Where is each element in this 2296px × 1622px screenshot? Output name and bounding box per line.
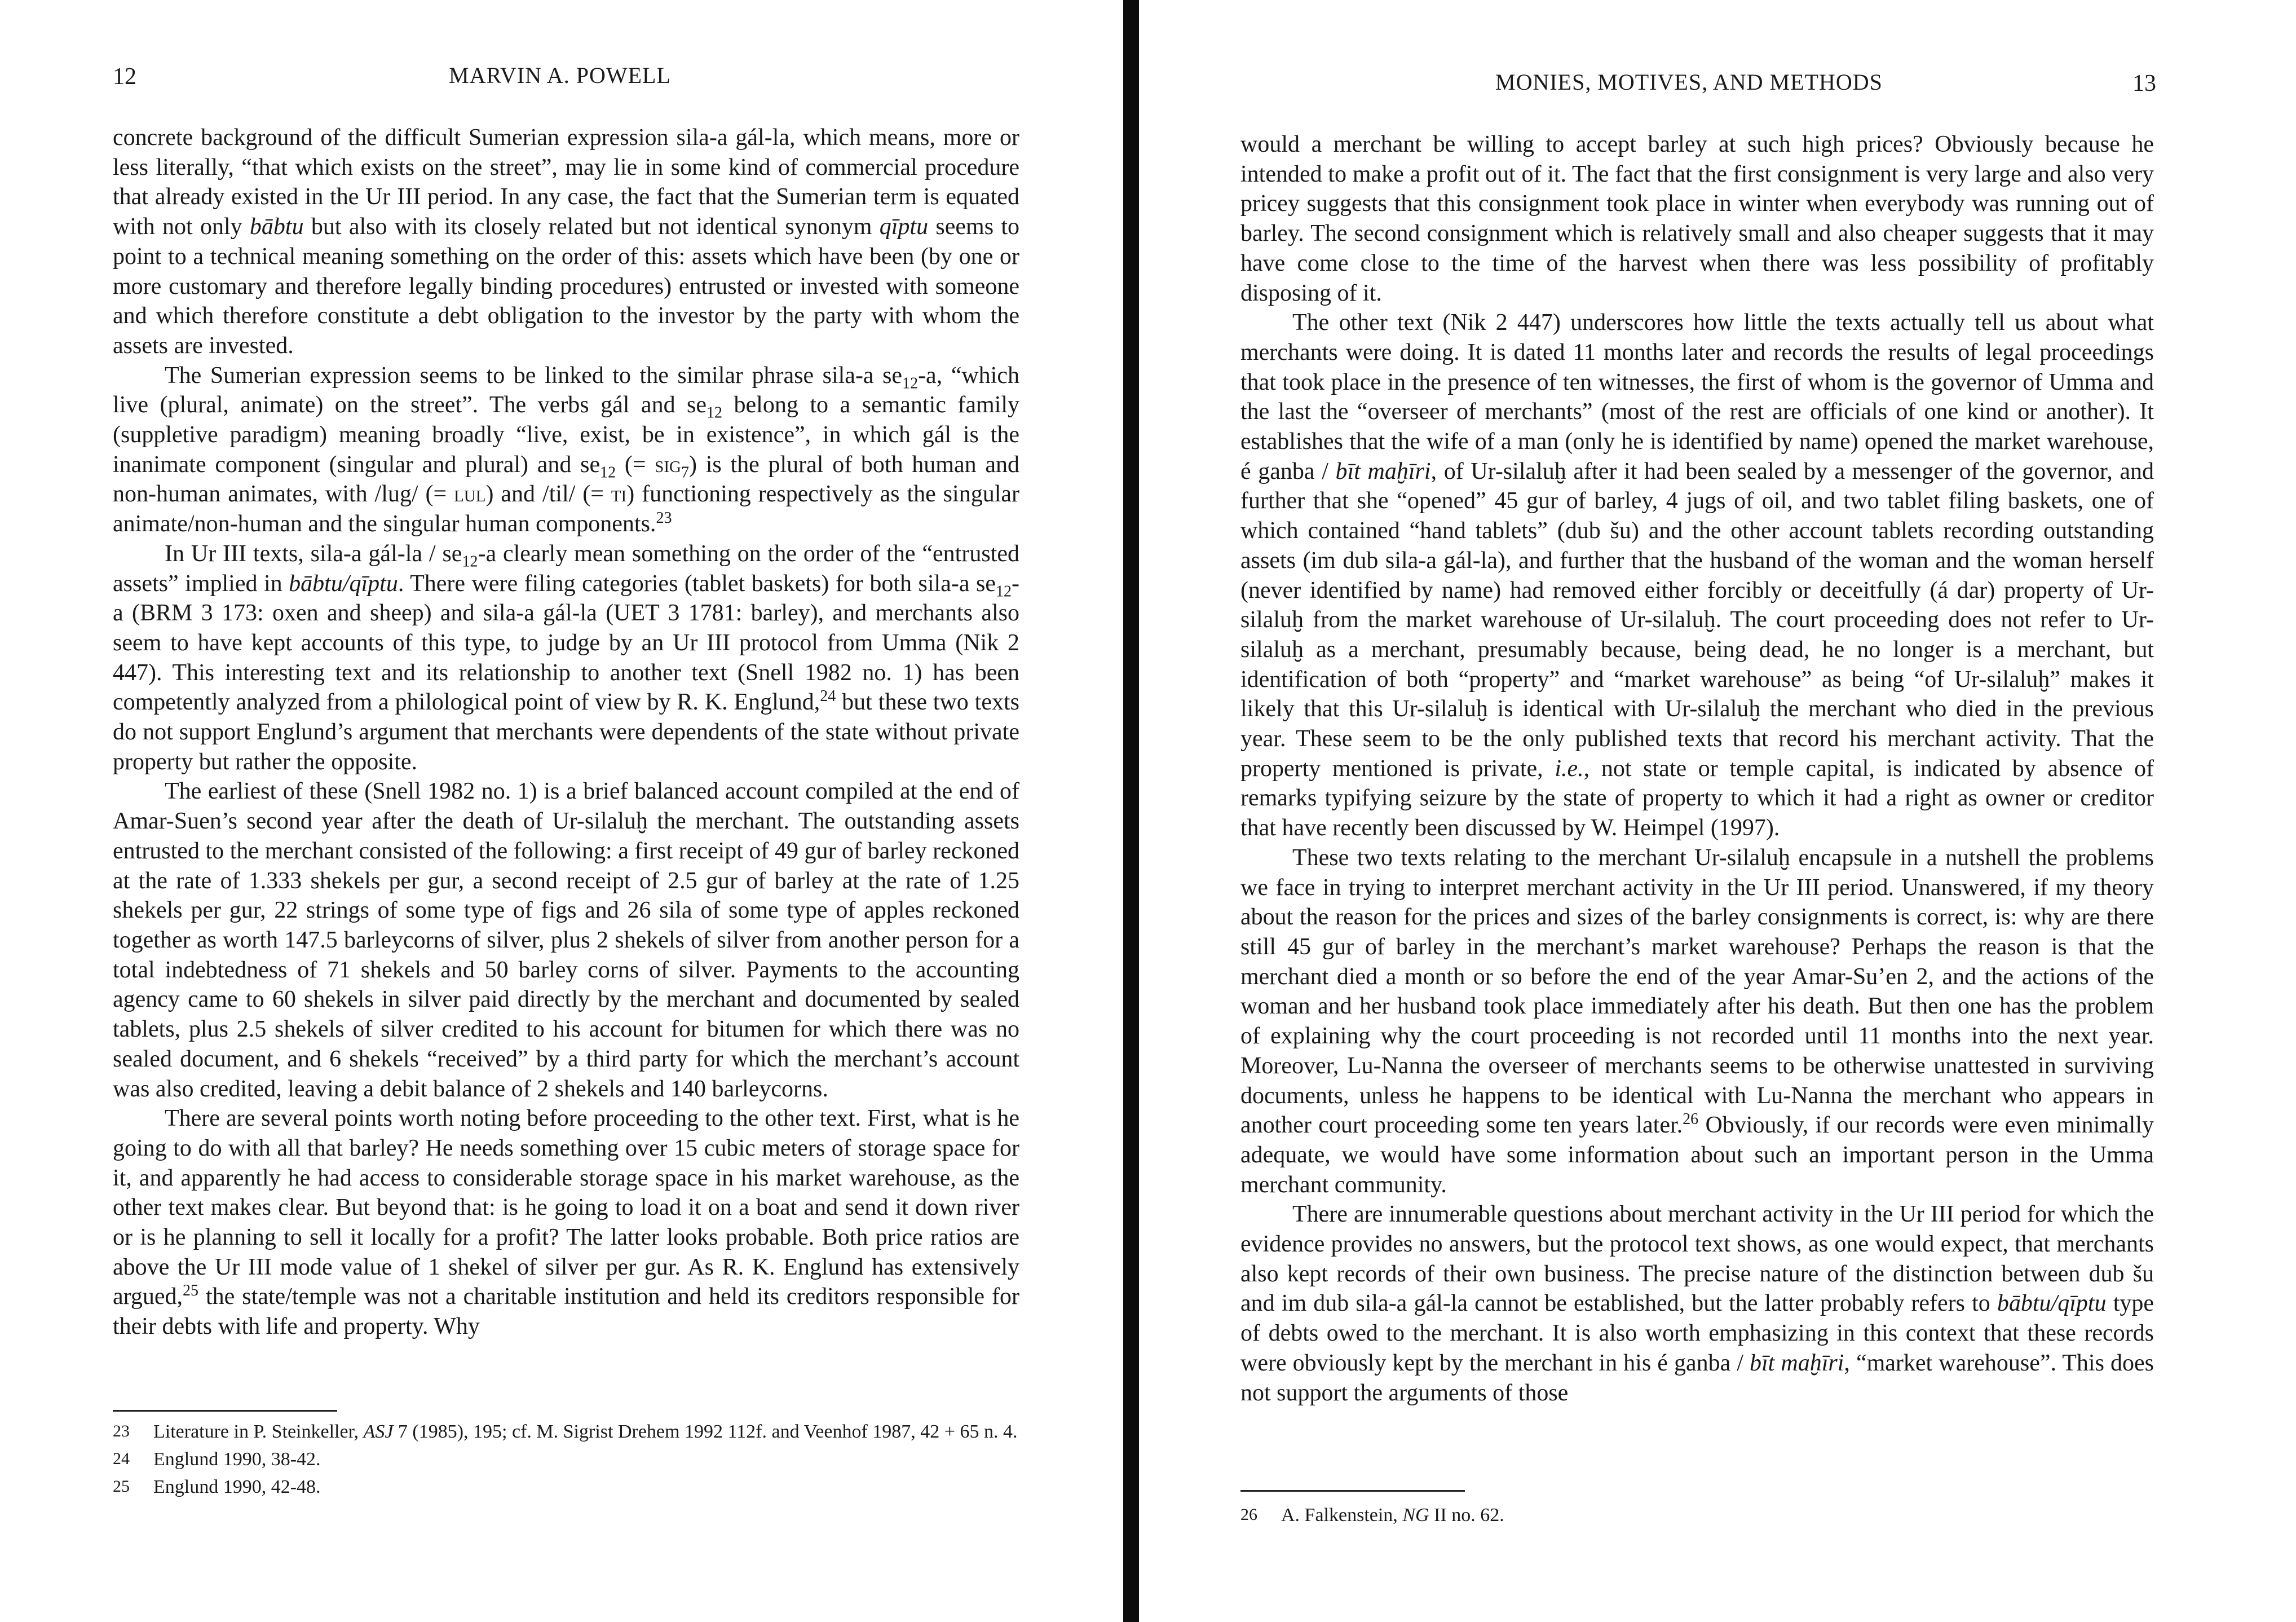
right-footnote-rule bbox=[1240, 1490, 1465, 1492]
left-body-text bbox=[113, 123, 1019, 1342]
left-running-head: MARVIN A. POWELL bbox=[449, 63, 671, 88]
left-page-number: 12 bbox=[113, 64, 136, 90]
right-paragraph-2: The other text (Nik 2 447) underscores how little the texts actually tell us about what merchants were doing. It is dated 11 months later and records the results of legal proceedings that took place in the presence of ten witnesses, the first of whom is the governor of Umma and the last the “overseer of merchants” (most of the rest are officials of one kind or another). It establishes that the wife of a man (only he is identified by name) opened the market warehouse, é ganba / bīt maḫīri, of Ur-silaluḫ after it had been sealed by a messenger of the governor, and further that she “opened” 45 gur of barley, 4 jugs of oil, and two tablet filing baskets, one of which contained “hand tablets” (dub šu) and the other account tablets recording outstanding assets (im dub sila-a gál-la), and further that the husband of the woman and the woman herself (never identified by name) had removed either forcibly or deceitfully (á dar) property of Ur-silaluḫ from the market warehouse of Ur-silaluḫ. The court proceeding does not refer to Ur-silaluḫ as a merchant, presumably because, being dead, he no longer is a merchant, but identification of both “property” and “market warehouse” as being “of Ur-silaluḫ” makes it likely that this Ur-silaluḫ is identical with Ur-silaluḫ the merchant who died in the previous year. These seem to be the only published texts that record his merchant activity. That the property mentioned is private, i.e., not state or temple capital, is indicated by absence of remarks typifying seizure by the state of property to which it had a right as owner or creditor that have recently been discussed by W. Heimpel (1997). bbox=[1240, 310, 2154, 841]
footnote-23: 23 Literature in P. Steinkeller, ASJ 7 (1985), 195; cf. M. Sigrist Drehem 1992 112f. and Veenhof 1987, 42 + 65 n. 4. bbox=[113, 1421, 1018, 1442]
right-paragraph-1: would a merchant be willing to accept barley at such high prices? Obviously because he intended to make a profit out of it. The fact that the first consignment is very large and also very pricey suggests that this consignment took place in winter when everybody was running out of barley. The second consignment which is relatively small and also cheaper suggests that it may have come close to the time of the harvest when there was less possibility of profitably disposing of it. bbox=[1240, 131, 2154, 306]
book-spine-shadow bbox=[1123, 0, 1139, 1622]
left-page bbox=[0, 0, 1122, 1622]
right-paragraph-4: There are innumerable questions about merchant activity in the Ur III period for which the evidence provides no answers, but the protocol text shows, as one would expect, that merchants also kept records of their own business. The precise nature of the distinction between dub šu and im dub sila-a gál-la cannot be established, but the latter probably refers to bābtu/qīptu type of debts owed to the merchant. It is also worth emphasizing in this context that these records were obviously kept by the merchant in his é ganba / bīt maḫīri, “market warehouse”. This does not support the arguments of those bbox=[1240, 1201, 2154, 1406]
left-paragraph-4: The earliest of these (Snell 1982 no. 1) is a brief balanced account compiled at the end of Amar-Suen’s second year after the death of Ur-silaluḫ the merchant. The outstanding assets entrusted to the merchant consisted of the following: a first receipt of 49 gur of barley reckoned at the rate of 1.333 shekels per gur, a second receipt of 2.5 gur of barley at the rate of 1.25 shekels per gur, 22 strings of some type of figs and 26 sila of some type of apples reckoned together as worth 147.5 barleycorns of silver, plus 2 shekels of silver from another person for a total indebtedness of 71 shekels and 50 barley corns of silver. Payments to the accounting agency came to 60 shekels in silver paid directly by the merchant and documented by sealed tablets, plus 2.5 shekels of silver credited to his account for bitumen for which there was no sealed document, and 6 shekels “received” by a third party for which the merchant’s account was also credited, leaving a debit balance of 2 shekels and 140 barleycorns. bbox=[113, 778, 1019, 1102]
footnote-25: 25 Englund 1990, 42-48. bbox=[113, 1476, 321, 1497]
right-body-text bbox=[1240, 130, 2154, 1408]
footnote-ref-25[interactable]: 25 bbox=[183, 1282, 199, 1300]
left-footnote-rule bbox=[113, 1410, 337, 1412]
footnote-ref-24[interactable]: 24 bbox=[820, 687, 836, 706]
left-paragraph-1: concrete background of the difficult Sumerian expression sila-a gál-la, which means, more or less literally, “that which exists on the street”, may lie in some kind of commercial procedure that already existed in the Ur III period. In any case, the fact that the Sumerian term is equated with not only bābtu but also with its closely related but not identical synonym qīptu seems to point to a technical meaning something on the order of this: assets which have been (by one or more customary and therefore legally binding procedures) entrusted or invested with someone and which therefore constitute a debt obligation to the investor by the party with whom the assets are invested. bbox=[113, 125, 1020, 359]
left-paragraph-2: The Sumerian expression seems to be linked to the similar phrase sila-a $se_{12}-a$, “which live (plural, animate) on the street”. The verbs gál and $se_{12}$ belong to a semantic family (suppletive paradigm) meaning broadly “live, exist, be in existence”, in which gál is the inanimate component (singular and plural) and $se_{12}$ (= sig$_7$) is the plural of both human and non-human animates, with /lug/ (= lul) and /til/ (= ti) functioning respectively as the singular animate/non-human and the singular human components.$^{23}$ bbox=[113, 362, 1019, 537]
left-paragraph-5: There are several points worth noting before proceeding to the other text. First, what is he going to do with all that barley? He needs something over 15 cubic meters of storage space for it, and apparently he had access to considerable storage space in his market warehouse, as the other text makes clear. But beyond that: is he going to load it on a boat and send it down river or is he planning to sell it locally for a profit? The latter looks probable. Both price ratios are above the Ur III mode value of 1 shekel of silver per gur. As R. K. Englund has extensively argued,$^{25}$ the state/temple was not a charitable institution and held its creditors responsible for their debts with life and property. Why bbox=[113, 1105, 1019, 1340]
right-footnotes bbox=[1240, 1502, 2154, 1530]
right-page bbox=[1140, 0, 2296, 1622]
footnote-24: 24 Englund 1990, 38-42. bbox=[113, 1449, 321, 1470]
left-paragraph-3: In Ur III texts, sila-a gál-la / $se_{12}-a$ clearly mean something on the order of the “entrusted assets” implied in bābtu/qīptu. There were filing categories (tablet baskets) for both sila-a $se_{12}-a$ (BRM 3 173: oxen and sheep) and sila-a gál-la (UET 3 1781: barley), and merchants also seem to have kept accounts of this type, to judge by an Ur III protocol from Umma (Nik 2 447). This interesting text and its relationship to another text (Snell 1982 no. 1) has been competently analyzed from a philological point of view by R. K. Englund,$^{24}$ but these two texts do not support Englund’s argument that merchants were dependents of the state without private property but rather the opposite. bbox=[113, 540, 1019, 775]
right-paragraph-3: These two texts relating to the merchant Ur-silaluḫ encapsule in a nutshell the problems we face in trying to interpret merchant activity in the Ur III period. Unanswered, if my theory about the reason for the prices and sizes of the barley consignments is correct, is: why are there still 45 gur of barley in the merchant’s market warehouse? Perhaps the reason is that the merchant died a month or so before the end of the year Amar-Su’en 2, and the actions of the woman and her husband took place immediately after his death. But then one has the problem of explaining why the court proceeding is not recorded until 11 months into the next year. Moreover, Lu-Nanna the overseer of merchants seems to be otherwise unattested in surviving documents, unless he happens to be identical with Lu-Nanna the merchant who appears in another court proceeding some ten years later.$^{26}$ Obviously, if our records were even minimally adequate, we would have some information about such an important person in the Umma merchant community. bbox=[1240, 844, 2154, 1198]
left-footnotes bbox=[113, 1419, 1021, 1502]
footnote-ref-23[interactable]: 23 bbox=[656, 509, 672, 527]
footnote-26: 26 A. Falkenstein, NG II no. 62. bbox=[1240, 1505, 1504, 1526]
right-running-head: MONIES, MOTIVES, AND METHODS bbox=[1495, 69, 1883, 95]
right-page-number: 13 bbox=[2132, 70, 2156, 96]
footnote-ref-26[interactable]: 26 bbox=[1683, 1110, 1699, 1129]
